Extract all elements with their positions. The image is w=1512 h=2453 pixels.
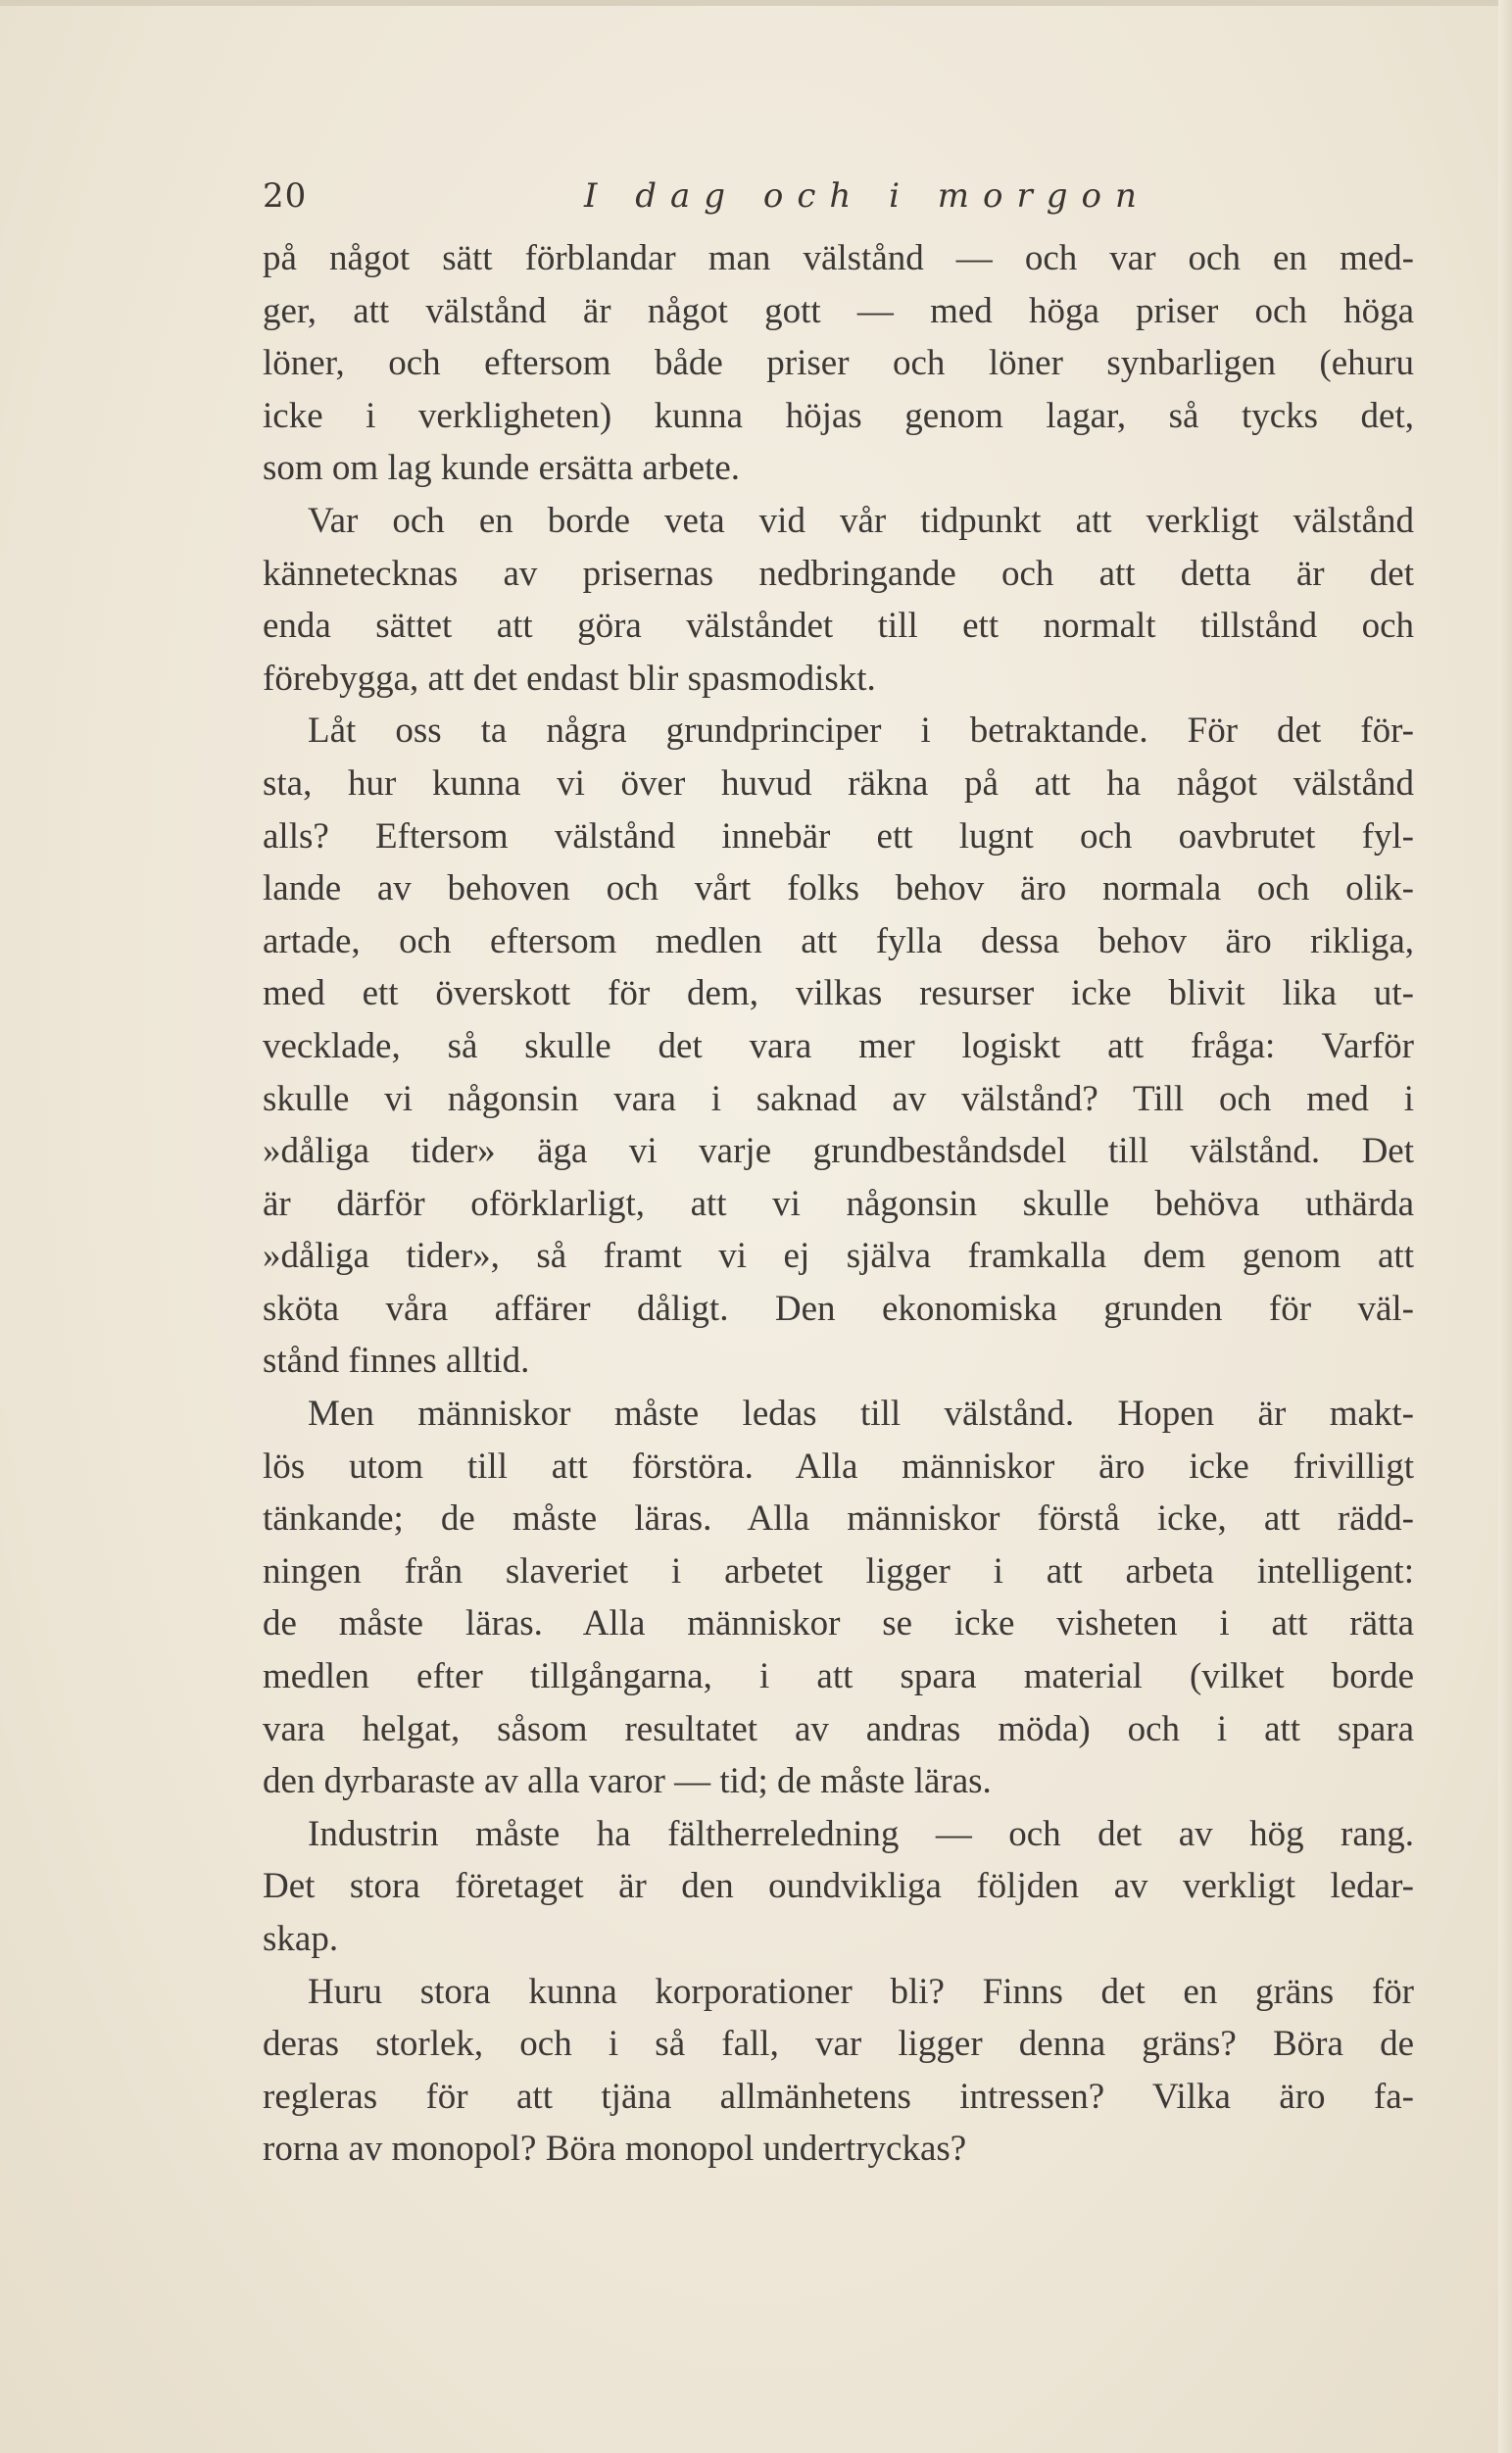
running-title: I dag och i morgon bbox=[584, 176, 1150, 216]
text-line: löner, och eftersom både priser och löner synbarligen (ehuru bbox=[263, 343, 1414, 384]
text-line: på något sätt förblandar man välstånd — och var och en med- bbox=[263, 238, 1414, 278]
text-line: den dyrbaraste av alla varor — tid; de måste läras. bbox=[263, 1761, 992, 1802]
text-line: vecklade, så skulle det vara mer logiskt att fråga: Varför bbox=[263, 1025, 1414, 1066]
text-line: Var och en borde veta vid vår tidpunkt att verkligt välstånd bbox=[308, 500, 1414, 541]
page-edge-right bbox=[1498, 0, 1512, 2453]
text-line: lande av behoven och vårt folks behov äro normala och olik- bbox=[263, 868, 1414, 909]
text-line: lös utom till att förstöra. Alla människor äro icke frivilligt bbox=[263, 1446, 1414, 1487]
text-line: sta, hur kunna vi över huvud räkna på att ha något välstånd bbox=[263, 762, 1414, 804]
text-line: skap. bbox=[263, 1919, 339, 1959]
text-line: »dåliga tider», så framt vi ej själva framkalla dem genom att bbox=[263, 1236, 1414, 1277]
text-line: stånd finnes alltid. bbox=[263, 1341, 530, 1382]
text-line: »dåliga tider» äga vi varje grundbeståndsdel till välstånd. Det bbox=[263, 1131, 1414, 1172]
text-line: Huru stora kunna korporationer bli? Finns det en gräns för bbox=[308, 1971, 1414, 2012]
text-line: sköta våra affärer dåligt. Den ekonomiska grunden för väl- bbox=[263, 1288, 1414, 1329]
text-line: skulle vi någonsin vara i saknad av välstånd? Till och med i bbox=[263, 1078, 1414, 1119]
text-line: de måste läras. Alla människor se icke visheten i att rätta bbox=[263, 1603, 1414, 1644]
text-line: rorna av monopol? Böra monopol undertryckas? bbox=[263, 2129, 967, 2170]
text-line: Det stora företaget är den oundvikliga följden av verkligt ledar- bbox=[263, 1866, 1414, 1907]
text-line: med ett överskott för dem, vilkas resurser icke blivit lika ut- bbox=[263, 973, 1414, 1014]
text-line: Men människor måste ledas till välstånd. Hopen är makt- bbox=[308, 1394, 1414, 1435]
text-line: kännetecknas av prisernas nedbringande och att detta är det bbox=[263, 553, 1414, 594]
text-line: artade, och eftersom medlen att fylla dessa behov äro rikliga, bbox=[263, 920, 1414, 961]
text-line: förebygga, att det endast blir spasmodiskt. bbox=[263, 658, 876, 699]
text-line: regleras för att tjäna allmänhetens intressen? Vilka äro fa- bbox=[263, 2076, 1414, 2117]
text-line: alls? Eftersom välstånd innebär ett lugnt och oavbrutet fyl- bbox=[263, 815, 1414, 857]
text-line: vara helgat, såsom resultatet av andras möda) och i att spara bbox=[263, 1708, 1414, 1749]
text-line: som om lag kunde ersätta arbete. bbox=[263, 448, 740, 489]
text-line: Industrin måste ha fältherreledning — och det av hög rang. bbox=[308, 1813, 1414, 1854]
text-line: är därför oförklarligt, att vi någonsin skulle behöva uthärda bbox=[263, 1183, 1414, 1224]
text-line: Låt oss ta några grundprinciper i betraktande. För det för- bbox=[308, 711, 1414, 752]
text-line: tänkande; de måste läras. Alla människor förstå icke, att rädd- bbox=[263, 1498, 1414, 1540]
running-head bbox=[263, 176, 1243, 235]
page-number: 20 bbox=[263, 176, 308, 216]
text-line: ningen från slaveriet i arbetet ligger i att arbeta intelligent: bbox=[263, 1550, 1414, 1592]
text-line: medlen efter tillgångarna, i att spara material (vilket borde bbox=[263, 1656, 1414, 1697]
page-edge-top bbox=[0, 0, 1512, 6]
text-line: enda sättet att göra välståndet till ett normalt tillstånd och bbox=[263, 606, 1414, 647]
text-line: ger, att välstånd är något gott — med höga priser och höga bbox=[263, 290, 1414, 331]
body-text bbox=[263, 232, 1414, 2176]
text-line: deras storlek, och i så fall, var ligger denna gräns? Böra de bbox=[263, 2024, 1414, 2065]
text-line: icke i verkligheten) kunna höjas genom lagar, så tycks det, bbox=[263, 395, 1414, 436]
